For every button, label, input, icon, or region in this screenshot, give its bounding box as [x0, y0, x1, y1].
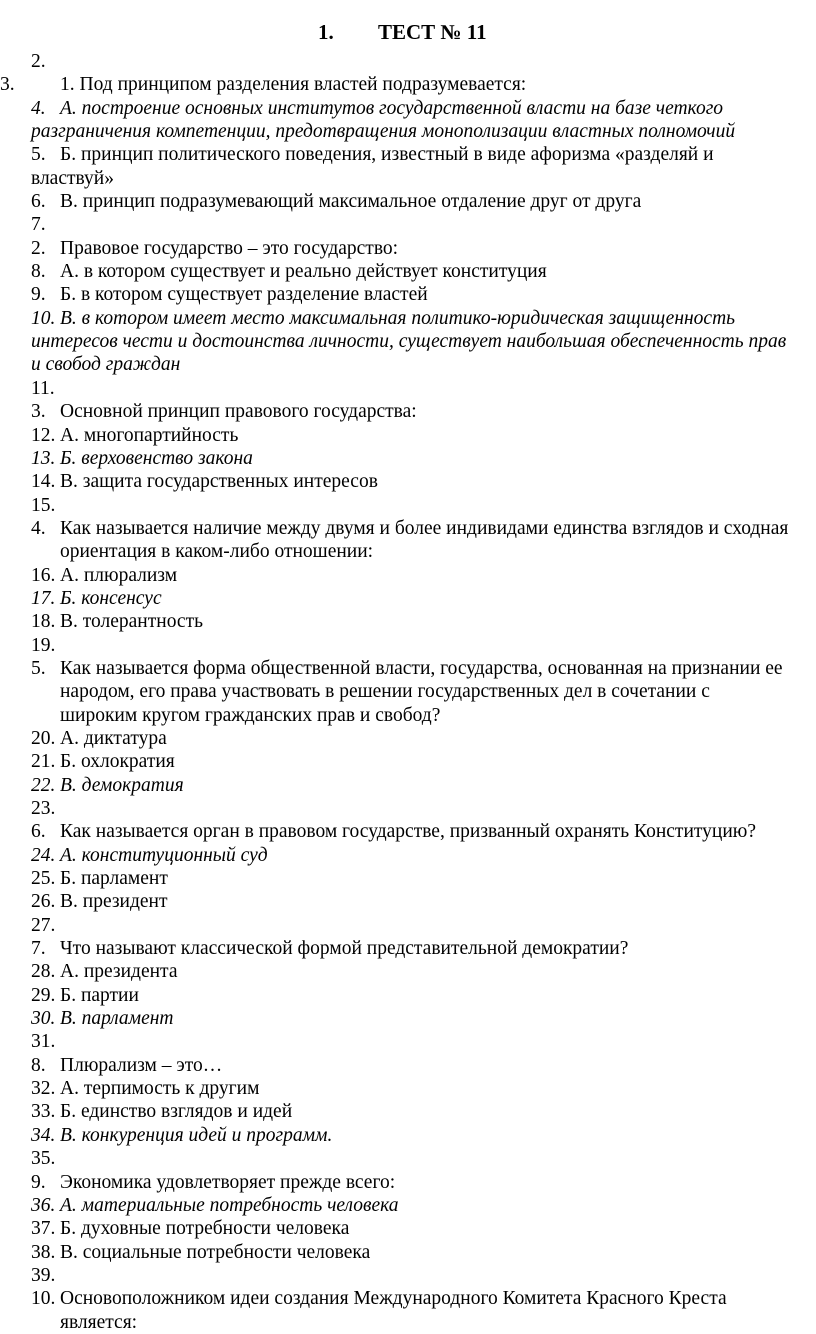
line-number: 8. — [31, 261, 46, 283]
line-number: 10. — [31, 307, 56, 329]
document-line — [0, 167, 816, 190]
line-text: А. терпимость к другим — [60, 1078, 260, 1100]
document-line — [0, 914, 816, 937]
line-text: широким кругом гражданских прав и свобод? — [60, 704, 441, 726]
line-number: 4. — [31, 97, 46, 119]
line-text: В. демократия — [60, 774, 184, 796]
document-line — [0, 213, 816, 236]
document-line — [0, 97, 816, 120]
line-text: Б. в котором существует разделение властей — [60, 284, 428, 306]
line-text: В. в котором имеет место максимальная политико-юридическая защищенность — [60, 307, 736, 329]
line-text: А. диктатура — [60, 727, 167, 749]
document-line — [0, 844, 816, 867]
line-text: Б. партии — [60, 984, 139, 1006]
line-number: 19. — [31, 634, 56, 656]
line-number: 28. — [31, 961, 56, 983]
line-number: 14. — [31, 471, 56, 493]
line-number: 23. — [31, 798, 56, 819]
line-number: 9. — [31, 1171, 46, 1193]
document-line — [0, 867, 816, 890]
line-text: властвуй» — [31, 167, 114, 189]
document-line — [0, 260, 816, 283]
line-number: 34. — [31, 1124, 56, 1146]
line-text: Основной принцип правового государства: — [60, 401, 417, 423]
document-line — [0, 307, 816, 330]
line-text: А. плюрализм — [60, 564, 178, 586]
document-line — [0, 634, 816, 657]
document-line — [0, 377, 816, 400]
document-line — [0, 1077, 816, 1100]
line-number: 6. — [31, 191, 46, 213]
document-line — [0, 704, 816, 727]
line-number: 30. — [31, 1008, 56, 1030]
document-line — [0, 400, 816, 423]
line-number: 27. — [31, 914, 56, 936]
line-text: В. конкуренция идей и программ. — [60, 1124, 333, 1146]
document-line — [0, 517, 816, 540]
document-line — [0, 984, 816, 1007]
line-number: 31. — [31, 1031, 56, 1053]
line-number: 7. — [31, 938, 46, 960]
document-line — [0, 937, 816, 960]
line-number: 25. — [31, 868, 56, 890]
line-text: ориентация в каком-либо отношении: — [60, 541, 374, 563]
document-line — [0, 330, 816, 353]
document-line — [0, 353, 816, 376]
document-line — [0, 797, 816, 820]
document-title — [318, 20, 487, 50]
line-number: 5. — [31, 657, 46, 679]
line-number: 17. — [31, 587, 56, 609]
line-number: 33. — [31, 1101, 56, 1123]
document-line — [0, 1194, 816, 1217]
line-number: 22. — [31, 774, 56, 796]
document-line — [0, 120, 816, 143]
line-text: 1. Под принципом разделения властей подразумевается: — [60, 74, 527, 96]
line-number: 11. — [31, 377, 55, 399]
document-line — [0, 143, 816, 166]
line-text: А. материальные потребность человека — [60, 1194, 399, 1216]
line-number: 18. — [31, 611, 56, 633]
line-number: 16. — [31, 564, 56, 586]
line-number: 7. — [31, 214, 46, 236]
line-number: 12. — [31, 424, 56, 446]
line-number: 2. — [31, 51, 46, 72]
line-text: А. президента — [60, 961, 178, 983]
document-line — [0, 1311, 816, 1334]
line-number: 36. — [31, 1194, 56, 1216]
document-line — [0, 424, 816, 447]
document-line — [0, 494, 816, 517]
line-number: 10. — [31, 1288, 56, 1310]
line-text: Б. парламент — [60, 868, 168, 890]
line-number: 9. — [31, 284, 46, 306]
line-number: 38. — [31, 1241, 56, 1263]
document-line — [0, 283, 816, 306]
line-text: Что называют классической формой представительной демократии? — [60, 938, 629, 960]
line-text: Основоположником идеи создания Международного Комитета Красного Креста — [60, 1288, 727, 1310]
line-text: Как называется орган в правовом государстве, призванный охранять Конституцию? — [60, 821, 756, 843]
document-line — [0, 1147, 816, 1170]
line-number: 26. — [31, 891, 56, 913]
line-text: В. толерантность — [60, 611, 204, 633]
title-text: ТЕСТ № 11 — [378, 20, 487, 44]
line-number: 3. — [0, 74, 15, 96]
document-line — [0, 1287, 816, 1310]
document-line — [0, 587, 816, 610]
line-text: Б. верховенство закона — [60, 447, 253, 469]
line-number: 2. — [31, 237, 46, 259]
line-text: Как называется наличие между двумя и более индивидами единства взглядов и сходная — [60, 517, 789, 539]
line-text: А. многопартийность — [60, 424, 239, 446]
line-number: 20. — [31, 727, 56, 749]
line-text: народом, его права участвовать в решении государственных дел в сочетании с — [60, 681, 710, 703]
document-line — [0, 610, 816, 633]
test-question-list — [0, 50, 816, 1334]
line-text: Б. охлократия — [60, 751, 175, 773]
line-number: 39. — [31, 1264, 56, 1286]
document-line — [0, 1030, 816, 1053]
document-line — [0, 1054, 816, 1077]
line-text: и свобод граждан — [31, 354, 181, 376]
line-text: В. президент — [60, 891, 168, 913]
document-line — [0, 680, 816, 703]
document-line — [0, 1264, 816, 1287]
title-number: 1. — [318, 20, 334, 44]
document-line — [0, 820, 816, 843]
line-number: 5. — [31, 144, 46, 166]
line-text: Плюрализм – это… — [60, 1054, 223, 1076]
line-number: 3. — [31, 401, 46, 423]
document-line — [0, 1241, 816, 1264]
line-text: В. парламент — [60, 1008, 174, 1030]
document-line — [0, 774, 816, 797]
line-number: 8. — [31, 1054, 46, 1076]
document-line — [0, 1217, 816, 1240]
document-line — [0, 960, 816, 983]
document-line — [0, 540, 816, 563]
line-number: 13. — [31, 447, 56, 469]
line-number: 24. — [31, 844, 56, 866]
document-line — [0, 1124, 816, 1147]
line-text: В. социальные потребности человека — [60, 1241, 371, 1263]
document-line — [0, 73, 816, 96]
line-text: Правовое государство – это государство: — [60, 237, 399, 259]
document-line — [0, 564, 816, 587]
document-line — [0, 1171, 816, 1194]
line-text: А. построение основных институтов государственной власти на базе четкого — [60, 97, 724, 119]
line-text: интересов чести и достоинства личности, существует наибольшая обеспеченность прав — [31, 331, 787, 353]
line-number: 21. — [31, 751, 56, 773]
line-number: 15. — [31, 494, 56, 516]
line-text: В. принцип подразумевающий максимальное отдаление друг от друга — [60, 191, 642, 213]
document-line — [0, 447, 816, 470]
line-text: В. защита государственных интересов — [60, 471, 378, 493]
document-line — [0, 190, 816, 213]
line-number: 37. — [31, 1218, 56, 1240]
line-text: Б. принцип политического поведения, известный в виде афоризма «разделяй и — [60, 144, 714, 166]
line-number: 4. — [31, 517, 46, 539]
document-line — [0, 1007, 816, 1030]
line-number: 6. — [31, 821, 46, 843]
document-line — [0, 470, 816, 493]
line-number: 29. — [31, 984, 56, 1006]
document-line — [0, 657, 816, 680]
line-text: Как называется форма общественной власти, государства, основанная на признании ее — [60, 657, 783, 679]
line-text: Б. консенсус — [60, 587, 162, 609]
document-line — [0, 50, 816, 73]
line-text: А. конституционный суд — [60, 844, 268, 866]
line-text: Б. единство взглядов и идей — [60, 1101, 293, 1123]
line-text: А. в котором существует и реально действует конституция — [60, 261, 547, 283]
document-line — [0, 727, 816, 750]
document-line — [0, 237, 816, 260]
document-line — [0, 750, 816, 773]
line-text: является: — [60, 1311, 138, 1333]
line-number: 32. — [31, 1078, 56, 1100]
line-number: 35. — [31, 1148, 56, 1170]
document-line — [0, 890, 816, 913]
line-text: разграничения компетенции, предотвращения монополизации властных полномочий — [31, 121, 736, 143]
line-text: Б. духовные потребности человека — [60, 1218, 350, 1240]
document-line — [0, 1100, 816, 1123]
line-text: Экономика удовлетворяет прежде всего: — [60, 1171, 396, 1193]
